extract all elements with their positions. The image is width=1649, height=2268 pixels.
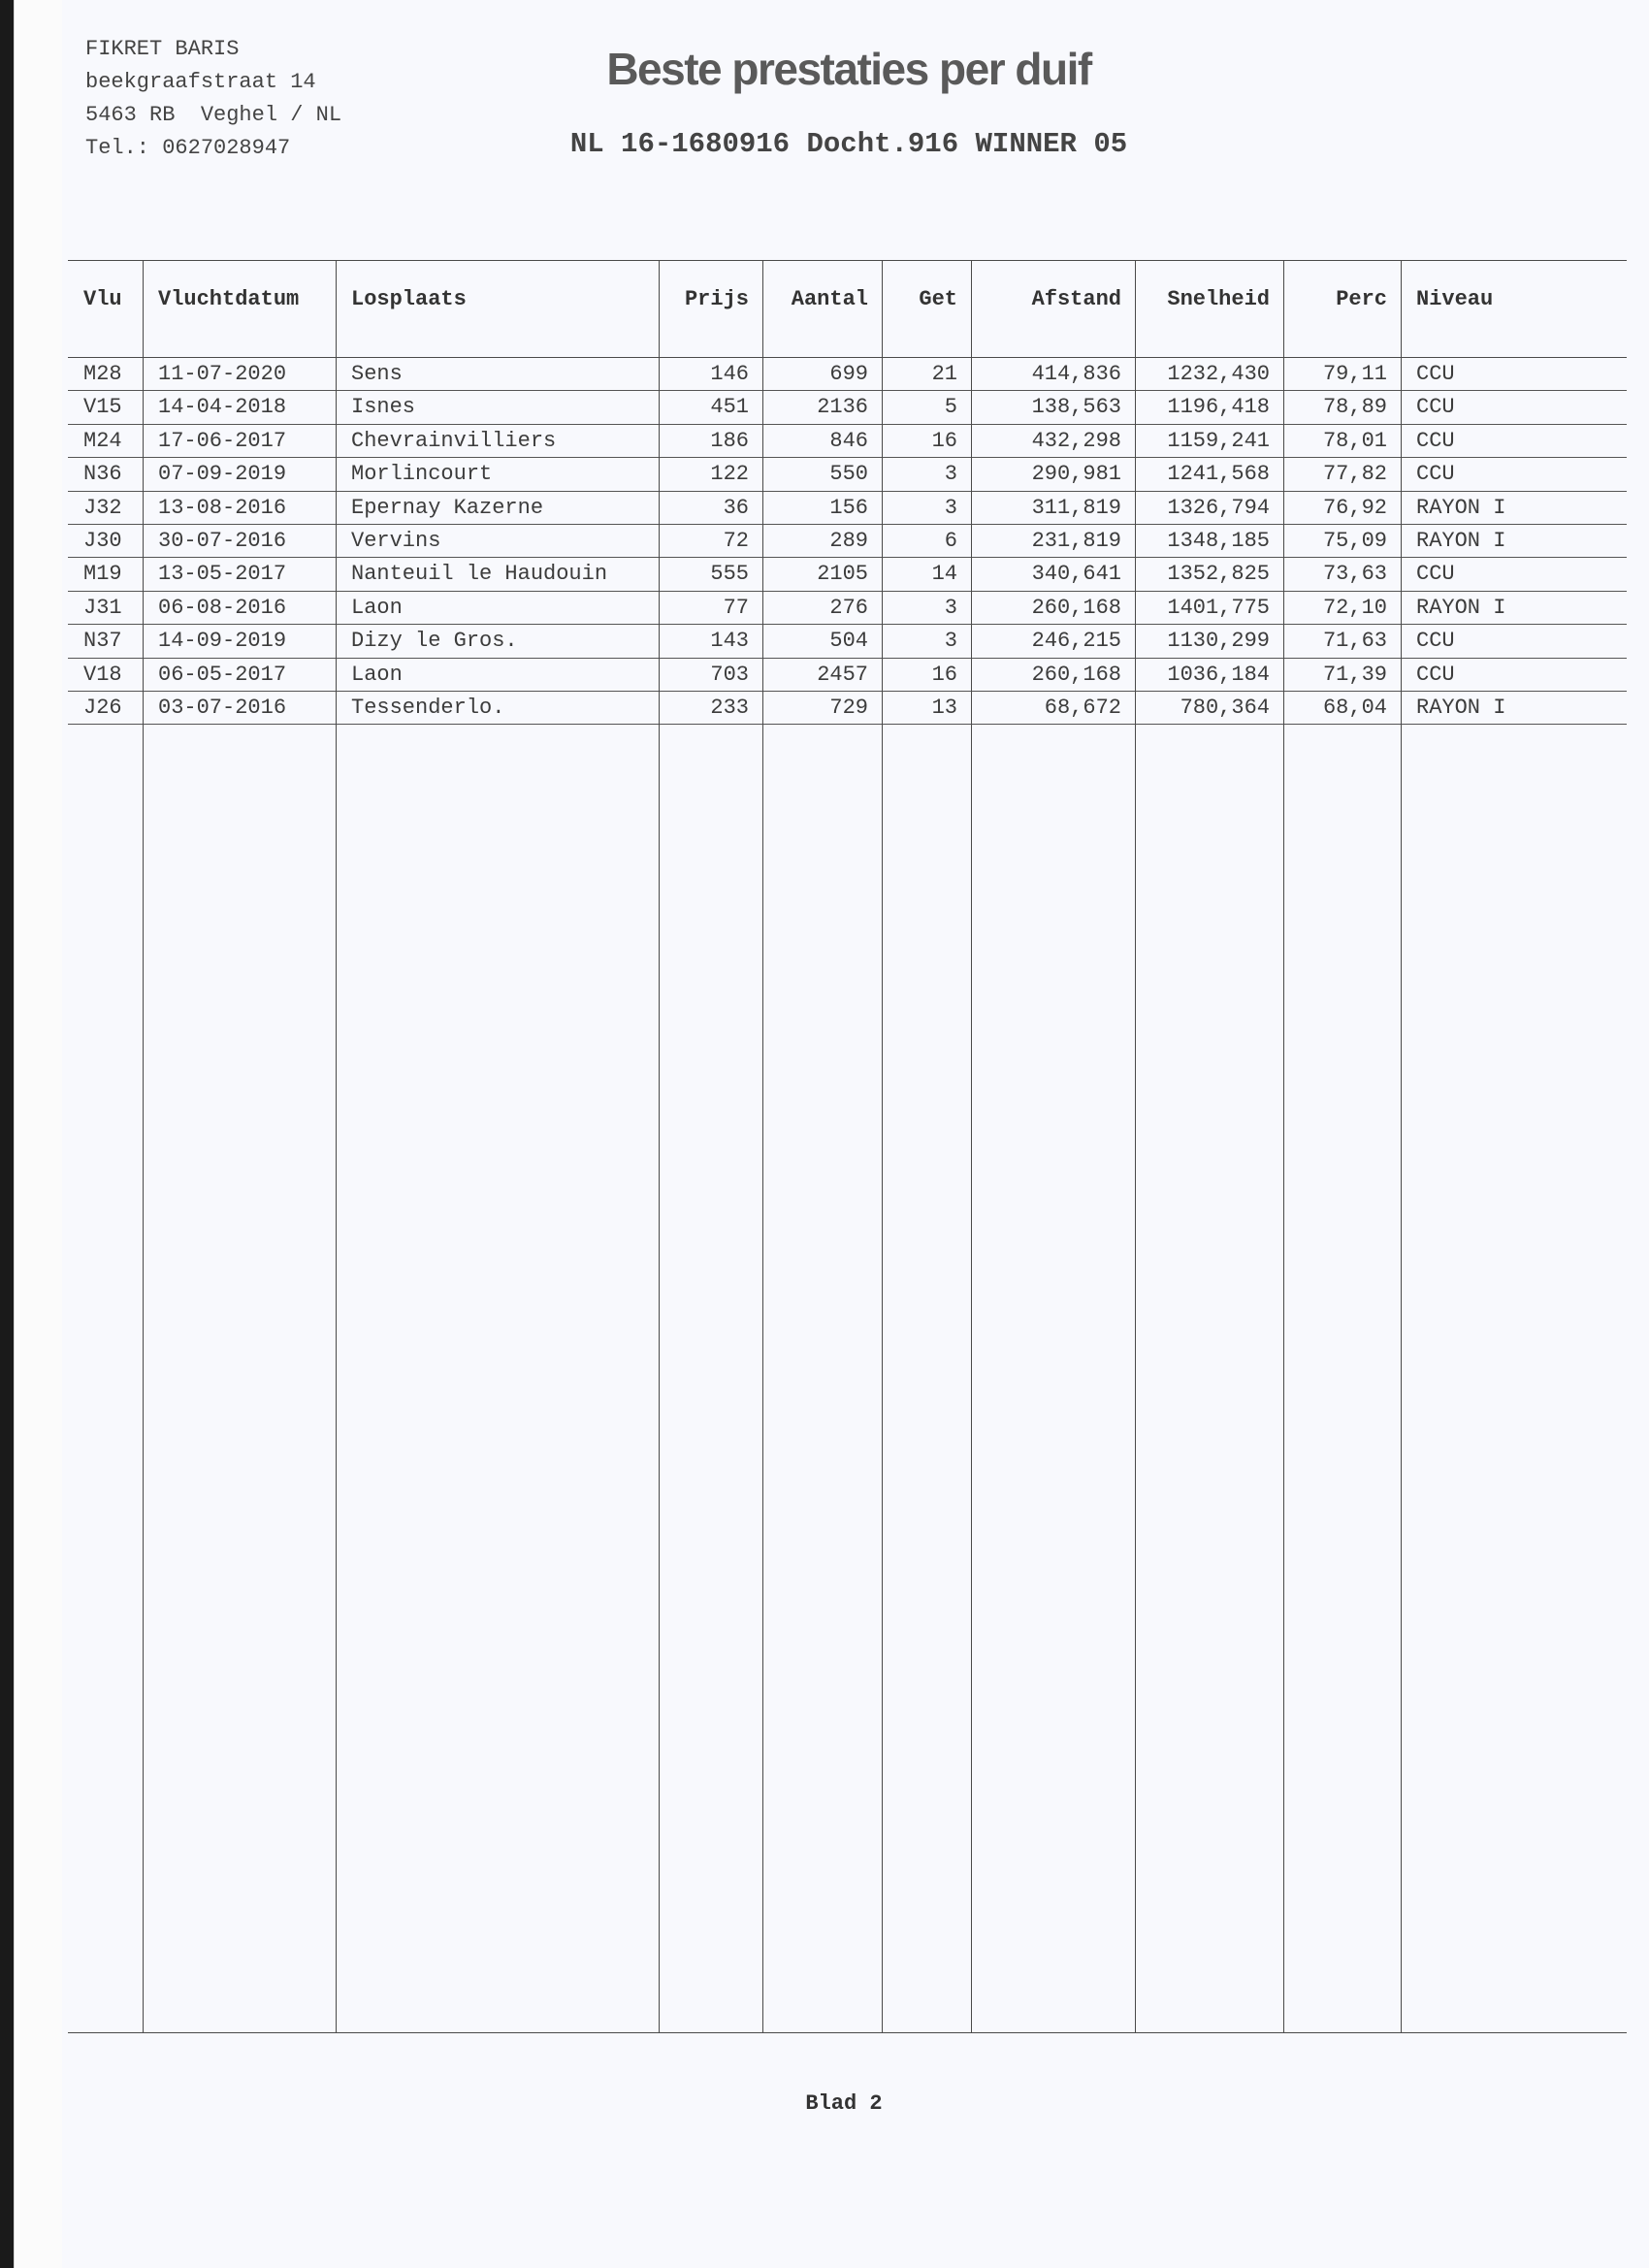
cell-get: 13	[931, 696, 957, 720]
cell-snelheid: 1196,418	[1167, 395, 1270, 420]
cell-vluchtdatum: 13-05-2017	[158, 562, 287, 587]
cell-losplaats: Sens	[351, 362, 403, 386]
cell-vlu: J32	[83, 495, 122, 520]
cell-losplaats: Morlincourt	[351, 462, 493, 487]
cell-niveau: CCU	[1416, 462, 1455, 487]
cell-perc: 68,04	[1322, 696, 1387, 720]
cell-prijs: 77	[723, 595, 749, 620]
cell-prijs: 451	[710, 395, 749, 420]
column-header-niveau: Niveau	[1416, 287, 1494, 311]
cell-vluchtdatum: 06-08-2016	[158, 595, 287, 620]
column-rule	[1283, 260, 1284, 2033]
column-rule	[143, 260, 144, 2033]
cell-vluchtdatum: 30-07-2016	[158, 529, 287, 553]
cell-aantal: 2457	[817, 662, 868, 687]
owner-phone: Tel.: 0627028947	[85, 136, 291, 160]
cell-aantal: 2105	[817, 562, 868, 587]
cell-afstand: 414,836	[1031, 362, 1121, 386]
cell-aantal: 699	[829, 362, 868, 386]
cell-losplaats: Tessenderlo.	[351, 696, 505, 720]
cell-perc: 79,11	[1322, 362, 1387, 386]
cell-afstand: 138,563	[1031, 395, 1121, 420]
cell-perc: 71,39	[1322, 662, 1387, 687]
cell-get: 16	[931, 428, 957, 453]
cell-get: 14	[931, 562, 957, 587]
cell-get: 3	[944, 495, 957, 520]
cell-afstand: 246,215	[1031, 629, 1121, 654]
column-rule	[971, 260, 972, 2033]
cell-vlu: V18	[83, 662, 122, 687]
cell-perc: 75,09	[1322, 529, 1387, 553]
cell-afstand: 311,819	[1031, 495, 1121, 520]
cell-get: 5	[944, 395, 957, 420]
cell-vluchtdatum: 06-05-2017	[158, 662, 287, 687]
cell-vlu: V15	[83, 395, 122, 420]
cell-prijs: 36	[723, 495, 749, 520]
results-table	[68, 260, 1627, 2033]
cell-niveau: CCU	[1416, 362, 1455, 386]
column-header-aantal: Aantal	[791, 287, 868, 311]
cell-niveau: CCU	[1416, 662, 1455, 687]
owner-street: beekgraafstraat 14	[85, 70, 316, 94]
cell-niveau: RAYON I	[1416, 495, 1506, 520]
cell-niveau: RAYON I	[1416, 595, 1506, 620]
column-header-afstand: Afstand	[1031, 287, 1121, 311]
cell-perc: 78,01	[1322, 428, 1387, 453]
cell-losplaats: Laon	[351, 662, 403, 687]
column-header-get: Get	[919, 287, 957, 311]
cell-perc: 76,92	[1322, 495, 1387, 520]
cell-get: 16	[931, 662, 957, 687]
cell-prijs: 233	[710, 696, 749, 720]
cell-get: 3	[944, 462, 957, 487]
cell-get: 3	[944, 629, 957, 654]
cell-vluchtdatum: 11-07-2020	[158, 362, 287, 386]
cell-niveau: CCU	[1416, 629, 1455, 654]
cell-vluchtdatum: 17-06-2017	[158, 428, 287, 453]
owner-city: 5463 RB Veghel / NL	[85, 103, 342, 127]
cell-niveau: CCU	[1416, 562, 1455, 587]
cell-snelheid: 1241,568	[1167, 462, 1270, 487]
cell-losplaats: Dizy le Gros.	[351, 629, 518, 654]
cell-vlu: M24	[83, 428, 122, 453]
table-bottom-rule	[68, 2032, 1627, 2033]
cell-get: 3	[944, 595, 957, 620]
cell-vlu: M19	[83, 562, 122, 587]
column-rule	[762, 260, 763, 2033]
cell-vlu: N36	[83, 462, 122, 487]
page-margin	[14, 0, 63, 2268]
column-header-perc: Perc	[1336, 287, 1387, 311]
cell-losplaats: Nanteuil le Haudouin	[351, 562, 608, 587]
cell-vlu: J31	[83, 595, 122, 620]
cell-afstand: 290,981	[1031, 462, 1121, 487]
cell-snelheid: 1401,775	[1167, 595, 1270, 620]
cell-perc: 72,10	[1322, 595, 1387, 620]
cell-vlu: J26	[83, 696, 122, 720]
cell-losplaats: Isnes	[351, 395, 416, 420]
column-header-snelheid: Snelheid	[1167, 287, 1270, 311]
cell-prijs: 703	[710, 662, 749, 687]
cell-aantal: 504	[829, 629, 868, 654]
cell-aantal: 550	[829, 462, 868, 487]
cell-afstand: 432,298	[1031, 428, 1121, 453]
cell-vluchtdatum: 03-07-2016	[158, 696, 287, 720]
cell-aantal: 156	[829, 495, 868, 520]
column-rule	[659, 260, 660, 2033]
cell-vluchtdatum: 14-09-2019	[158, 629, 287, 654]
cell-losplaats: Vervins	[351, 529, 441, 553]
column-rule	[882, 260, 883, 2033]
cell-snelheid: 1159,241	[1167, 428, 1270, 453]
cell-prijs: 146	[710, 362, 749, 386]
cell-aantal: 729	[829, 696, 868, 720]
cell-prijs: 122	[710, 462, 749, 487]
cell-losplaats: Chevrainvilliers	[351, 428, 557, 453]
column-rule	[1135, 260, 1136, 2033]
column-rule	[336, 260, 337, 2033]
scanner-edge	[0, 0, 14, 2268]
cell-losplaats: Epernay Kazerne	[351, 495, 544, 520]
cell-prijs: 72	[723, 529, 749, 553]
cell-vluchtdatum: 14-04-2018	[158, 395, 287, 420]
cell-snelheid: 1036,184	[1167, 662, 1270, 687]
column-header-prijs: Prijs	[684, 287, 749, 311]
cell-niveau: RAYON I	[1416, 529, 1506, 553]
column-rule	[1401, 260, 1402, 2033]
cell-snelheid: 1130,299	[1167, 629, 1270, 654]
cell-afstand: 260,168	[1031, 662, 1121, 687]
cell-aantal: 846	[829, 428, 868, 453]
cell-snelheid: 1326,794	[1167, 495, 1270, 520]
page-title: Beste prestaties per duif	[606, 44, 1091, 94]
cell-afstand: 231,819	[1031, 529, 1121, 553]
cell-losplaats: Laon	[351, 595, 403, 620]
cell-get: 6	[944, 529, 957, 553]
cell-afstand: 340,641	[1031, 562, 1121, 587]
cell-aantal: 276	[829, 595, 868, 620]
cell-prijs: 186	[710, 428, 749, 453]
cell-niveau: CCU	[1416, 428, 1455, 453]
cell-snelheid: 1352,825	[1167, 562, 1270, 587]
cell-perc: 77,82	[1322, 462, 1387, 487]
cell-vluchtdatum: 13-08-2016	[158, 495, 287, 520]
page-number: Blad 2	[805, 2091, 883, 2116]
cell-snelheid: 1232,430	[1167, 362, 1270, 386]
cell-niveau: RAYON I	[1416, 696, 1506, 720]
table-top-rule	[68, 260, 1627, 261]
column-header-vlu: Vlu	[83, 287, 122, 311]
cell-snelheid: 780,364	[1180, 696, 1270, 720]
cell-niveau: CCU	[1416, 395, 1455, 420]
cell-vluchtdatum: 07-09-2019	[158, 462, 287, 487]
cell-get: 21	[931, 362, 957, 386]
pigeon-identifier: NL 16-1680916 Docht.916 WINNER 05	[569, 128, 1128, 160]
cell-vlu: M28	[83, 362, 122, 386]
cell-aantal: 289	[829, 529, 868, 553]
cell-vlu: J30	[83, 529, 122, 553]
cell-afstand: 260,168	[1031, 595, 1121, 620]
column-header-losplaats: Losplaats	[351, 287, 467, 311]
owner-name: FIKRET BARIS	[85, 37, 240, 61]
cell-aantal: 2136	[817, 395, 868, 420]
cell-prijs: 143	[710, 629, 749, 654]
cell-afstand: 68,672	[1044, 696, 1121, 720]
cell-perc: 78,89	[1322, 395, 1387, 420]
cell-prijs: 555	[710, 562, 749, 587]
column-header-vluchtdatum: Vluchtdatum	[158, 287, 300, 311]
cell-perc: 73,63	[1322, 562, 1387, 587]
cell-perc: 71,63	[1322, 629, 1387, 654]
cell-snelheid: 1348,185	[1167, 529, 1270, 553]
owner-address-block	[85, 33, 341, 165]
cell-vlu: N37	[83, 629, 122, 654]
